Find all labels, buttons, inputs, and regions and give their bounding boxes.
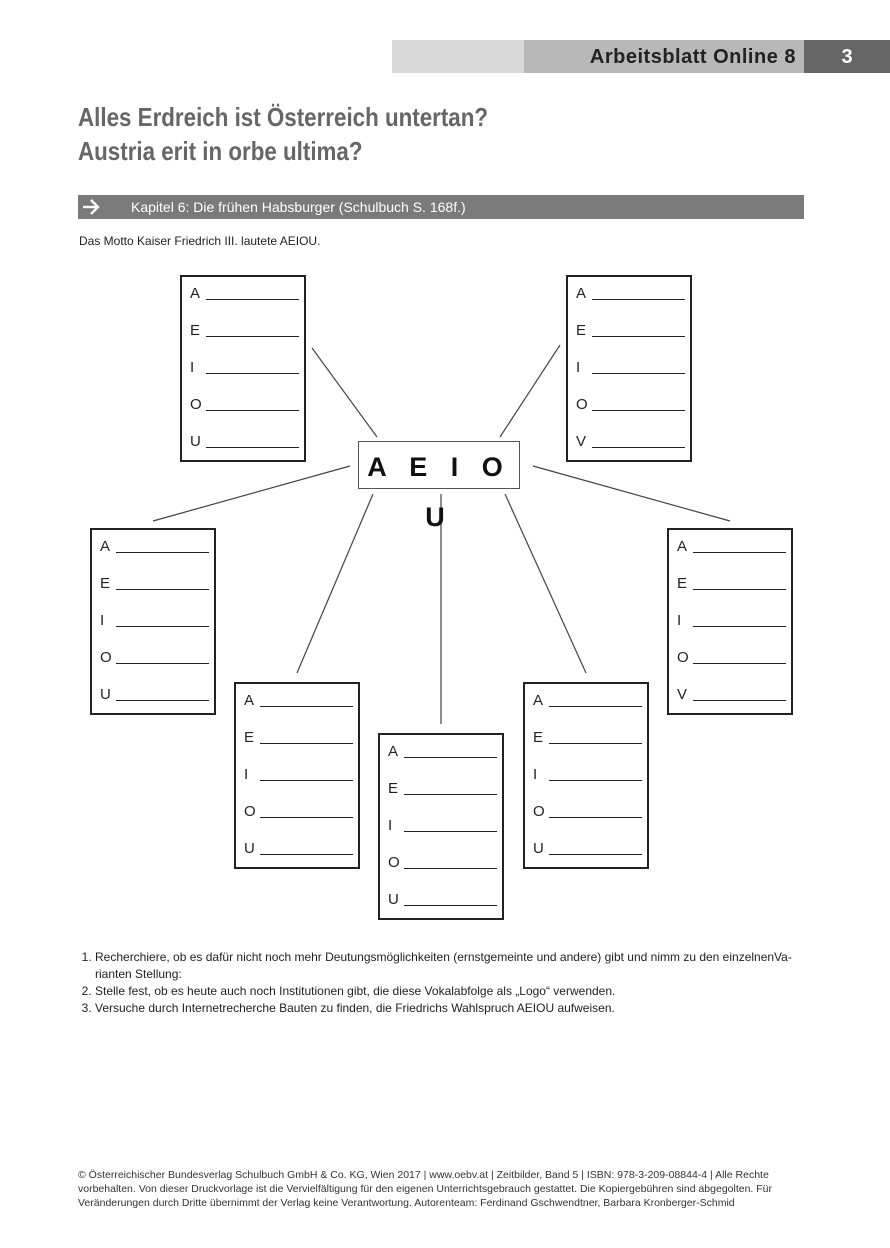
card-row bbox=[533, 728, 547, 748]
card-row bbox=[190, 321, 204, 341]
card-letter: I bbox=[533, 766, 538, 783]
page-title-line-2: Austria erit in orbe ultima? bbox=[78, 136, 363, 166]
card-letter: I bbox=[100, 612, 105, 629]
card-letter: U bbox=[388, 891, 399, 908]
card-letter: V bbox=[677, 686, 688, 703]
card-row bbox=[244, 728, 258, 748]
answer-blank[interactable] bbox=[549, 780, 642, 781]
answer-blank[interactable] bbox=[206, 299, 299, 300]
card-row bbox=[388, 853, 402, 873]
card-letter: E bbox=[576, 322, 587, 339]
card-row bbox=[533, 802, 547, 822]
card-letter: I bbox=[244, 766, 249, 783]
answer-blank[interactable] bbox=[116, 552, 209, 553]
card-row bbox=[533, 765, 547, 785]
answer-blank[interactable] bbox=[404, 831, 497, 832]
card-row bbox=[190, 358, 204, 378]
answer-blank[interactable] bbox=[116, 589, 209, 590]
card-row bbox=[388, 779, 402, 799]
answer-blank[interactable] bbox=[260, 780, 353, 781]
card-letter: O bbox=[533, 803, 545, 820]
answer-blank[interactable] bbox=[260, 743, 353, 744]
card-row bbox=[244, 765, 258, 785]
card-row bbox=[244, 802, 258, 822]
answer-blank[interactable] bbox=[592, 410, 685, 411]
answer-blank[interactable] bbox=[206, 410, 299, 411]
connector-line bbox=[533, 466, 730, 521]
answer-blank[interactable] bbox=[404, 794, 497, 795]
answer-blank[interactable] bbox=[549, 706, 642, 707]
card-letter: O bbox=[100, 649, 112, 666]
card-letter: A bbox=[100, 538, 111, 555]
page-number: 3 bbox=[804, 40, 890, 73]
card-row bbox=[677, 685, 691, 705]
answer-blank[interactable] bbox=[693, 663, 786, 664]
answer-blank[interactable] bbox=[592, 447, 685, 448]
card-letter: O bbox=[677, 649, 689, 666]
card-letter: I bbox=[388, 817, 393, 834]
intro-text: Das Motto Kaiser Friedrich III. lautete AEIOU. bbox=[79, 234, 321, 248]
card-letter: E bbox=[190, 322, 201, 339]
answer-blank[interactable] bbox=[549, 743, 642, 744]
card-letter: I bbox=[190, 359, 195, 376]
card-row bbox=[576, 358, 590, 378]
card-letter: A bbox=[190, 285, 201, 302]
card-letter: I bbox=[576, 359, 581, 376]
card-letter: V bbox=[576, 433, 587, 450]
card-row bbox=[388, 890, 402, 910]
card-letter: E bbox=[244, 729, 255, 746]
answer-blank[interactable] bbox=[206, 373, 299, 374]
chapter-title: Kapitel 6: Die frühen Habsburger (Schulbuch S. 168f.) bbox=[131, 199, 466, 215]
answer-blank[interactable] bbox=[592, 336, 685, 337]
card-letter: O bbox=[388, 854, 400, 871]
answer-blank[interactable] bbox=[260, 706, 353, 707]
card-row bbox=[100, 611, 114, 631]
answer-blank[interactable] bbox=[404, 757, 497, 758]
card-letter: U bbox=[244, 840, 255, 857]
card-letter: A bbox=[244, 692, 255, 709]
card-row bbox=[576, 321, 590, 341]
card-row bbox=[533, 691, 547, 711]
task-item: 1. Recherchiere, ob es dafür nicht noch mehr Deutungsmöglichkeiten (ernstgemeinte und andere) gibt und nimm zu den einzelnenVa-rianten Stellung: bbox=[95, 949, 818, 983]
connector-line bbox=[297, 494, 373, 673]
answer-blank[interactable] bbox=[549, 817, 642, 818]
connector-line bbox=[505, 494, 586, 673]
card-row bbox=[100, 574, 114, 594]
page-title-line-1: Alles Erdreich ist Österreich untertan? bbox=[78, 102, 489, 132]
task-item: 3. Versuche durch Internetrecherche Bauten zu finden, die Friedrichs Wahlspruch AEIOU aufweisen. bbox=[95, 1000, 818, 1017]
answer-blank[interactable] bbox=[260, 817, 353, 818]
answer-blank[interactable] bbox=[549, 854, 642, 855]
card-row bbox=[190, 284, 204, 304]
connector-line bbox=[312, 348, 377, 437]
card-top-left bbox=[180, 275, 306, 462]
connector-line bbox=[153, 466, 350, 521]
card-row bbox=[576, 395, 590, 415]
answer-blank[interactable] bbox=[116, 700, 209, 701]
task-item: 2. Stelle fest, ob es heute auch noch Institutionen gibt, die diese Vokalabfolge als „Logo“ verwenden. bbox=[95, 983, 818, 1000]
card-middle-right bbox=[667, 528, 793, 715]
card-letter: U bbox=[100, 686, 111, 703]
task-list bbox=[78, 949, 818, 1017]
card-row bbox=[533, 839, 547, 859]
card-letter: O bbox=[576, 396, 588, 413]
answer-blank[interactable] bbox=[404, 868, 497, 869]
card-letter: E bbox=[100, 575, 111, 592]
card-row bbox=[100, 648, 114, 668]
card-row bbox=[677, 648, 691, 668]
center-motto-box: A E I O U bbox=[358, 441, 520, 489]
answer-blank[interactable] bbox=[206, 447, 299, 448]
card-letter: A bbox=[576, 285, 587, 302]
card-row bbox=[244, 691, 258, 711]
card-letter: U bbox=[533, 840, 544, 857]
card-letter: I bbox=[677, 612, 682, 629]
card-bottom-center bbox=[378, 733, 504, 920]
card-row bbox=[388, 742, 402, 762]
answer-blank[interactable] bbox=[693, 700, 786, 701]
answer-blank[interactable] bbox=[206, 336, 299, 337]
answer-blank[interactable] bbox=[693, 552, 786, 553]
card-row bbox=[677, 574, 691, 594]
card-row bbox=[190, 395, 204, 415]
card-letter: O bbox=[190, 396, 202, 413]
card-middle-left bbox=[90, 528, 216, 715]
card-row bbox=[100, 685, 114, 705]
card-row bbox=[576, 432, 590, 452]
card-letter: E bbox=[533, 729, 544, 746]
card-row bbox=[677, 537, 691, 557]
answer-blank[interactable] bbox=[693, 626, 786, 627]
answer-blank[interactable] bbox=[116, 663, 209, 664]
card-letter: U bbox=[190, 433, 201, 450]
answer-blank[interactable] bbox=[592, 373, 685, 374]
card-row bbox=[677, 611, 691, 631]
card-letter: A bbox=[388, 743, 399, 760]
answer-blank[interactable] bbox=[116, 626, 209, 627]
copyright-footer: © Österreichischer Bundesverlag Schulbuch GmbH & Co. KG, Wien 2017 | www.oebv.at | Zeitbilder, Band 5 | ISBN: 978-3-209-08844-4 | Alle Rechte vorbehalten. Von dieser Druckvorlage ist die Vervielfältigung für den eigenen Unterrichtsgebrauch gestattet. Die Kopiergebühren sind abgegolten. Für Veränderungen durch Dritte übernimmt der Verlag keine Verantwortung. Autorenteam: Ferdinand Gschwendtner, Barbara Kronberger-Schmid bbox=[78, 1169, 773, 1209]
connector-line bbox=[500, 345, 560, 437]
card-letter: O bbox=[244, 803, 256, 820]
card-letter: A bbox=[677, 538, 688, 555]
card-letter: E bbox=[677, 575, 688, 592]
answer-blank[interactable] bbox=[260, 854, 353, 855]
card-bottom-right bbox=[523, 682, 649, 869]
card-bottom-left bbox=[234, 682, 360, 869]
card-row bbox=[100, 537, 114, 557]
card-row bbox=[576, 284, 590, 304]
card-top-right bbox=[566, 275, 692, 462]
card-letter: E bbox=[388, 780, 399, 797]
card-row bbox=[190, 432, 204, 452]
answer-blank[interactable] bbox=[693, 589, 786, 590]
header-label: Arbeitsblatt Online 8 bbox=[589, 46, 796, 68]
answer-blank[interactable] bbox=[592, 299, 685, 300]
card-row bbox=[244, 839, 258, 859]
card-row bbox=[388, 816, 402, 836]
card-letter: A bbox=[533, 692, 544, 709]
answer-blank[interactable] bbox=[404, 905, 497, 906]
